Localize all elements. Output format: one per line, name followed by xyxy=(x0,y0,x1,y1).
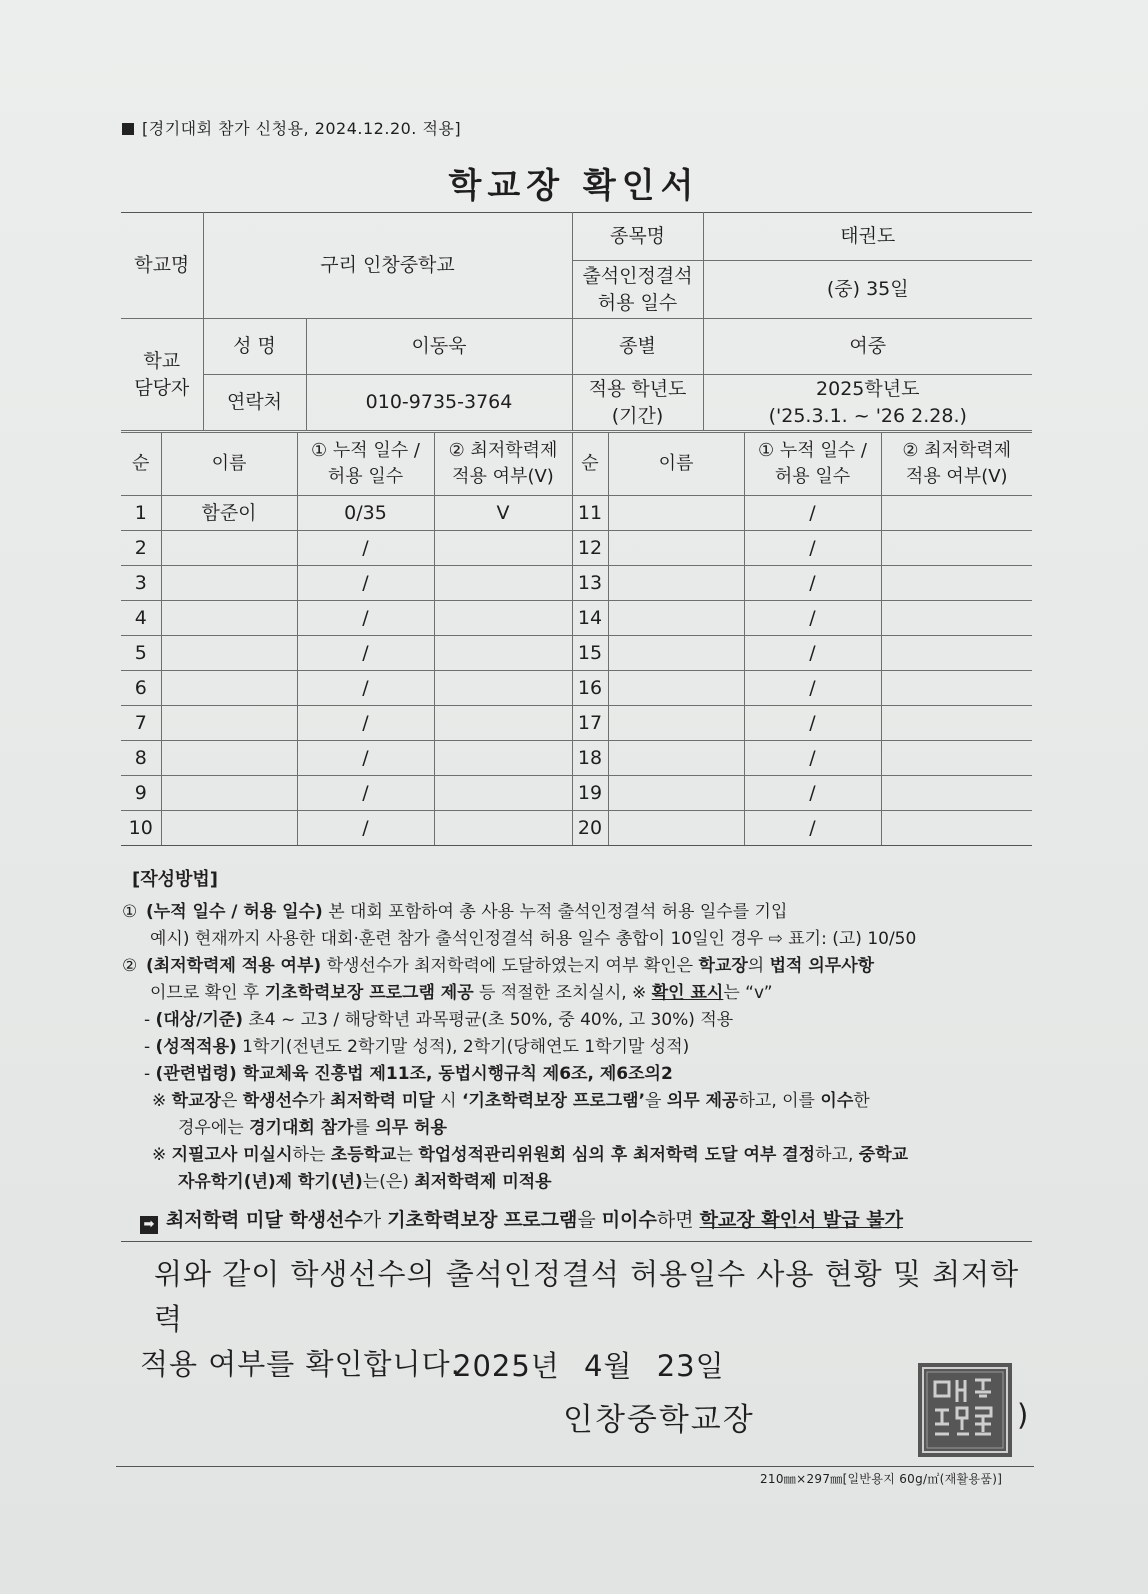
table-row xyxy=(121,776,1032,811)
note1-c: 은 xyxy=(220,1091,243,1111)
row-no: 8 xyxy=(121,741,161,776)
contact-value: 010-9735-3764 xyxy=(306,375,572,431)
absence-value: (중) 35일 xyxy=(703,261,1032,319)
row-check-right xyxy=(881,706,1032,741)
header-note-text: [경기대회 참가 신청용, 2024.12.20. 적용] xyxy=(142,119,462,138)
row-name xyxy=(161,776,297,811)
final-b: 가 xyxy=(362,1209,388,1231)
item2-bold-d: 법적 의무사항 xyxy=(769,956,875,976)
confirm-line-1: 위와 같이 학생선수의 출석인정결석 허용일수 사용 현황 및 최저학력 xyxy=(154,1257,1020,1336)
header-days-right-line2: 허용 일수 xyxy=(774,466,851,487)
row-no: 1 xyxy=(121,496,161,531)
note1-line2-c: 를 xyxy=(353,1118,376,1138)
instruction-item-2 xyxy=(122,953,1032,980)
row-days: / xyxy=(297,566,434,601)
row-name-right xyxy=(608,601,744,636)
year-value-line1: 2025학년도 xyxy=(816,377,920,400)
row-name-right xyxy=(608,671,744,706)
note1-e: 가 xyxy=(308,1091,331,1111)
note1-bold-f: 최저학력 미달 xyxy=(330,1091,435,1111)
final-d: 을 xyxy=(577,1209,602,1231)
item2-line2-c: 등 적절한 조치실시, ※ xyxy=(473,983,652,1003)
row-name-right xyxy=(608,811,744,846)
row-name xyxy=(161,636,297,671)
year-label-line2: (기간) xyxy=(611,404,664,427)
info-table xyxy=(121,212,1032,431)
footer-divider xyxy=(116,1466,1034,1467)
sub3-bold: (관련법령) 학교체육 진흥법 제11조, 동법시행규칙 제6조, 제6조의2 xyxy=(155,1064,673,1084)
row-days: / xyxy=(297,706,434,741)
row-check-right xyxy=(881,776,1032,811)
row-name-right xyxy=(608,531,744,566)
row-days: 0/35 xyxy=(297,496,434,531)
header-days-line2: 허용 일수 xyxy=(327,466,404,487)
note1-line2-a: 경우에는 xyxy=(178,1118,250,1138)
row-no-right: 15 xyxy=(572,636,608,671)
year-value xyxy=(703,375,1032,431)
note1-line2-bold-d: 의무 허용 xyxy=(375,1118,447,1138)
note1-m: 한 xyxy=(853,1091,870,1111)
header-check-right-line2: 적용 여부(V) xyxy=(905,466,1008,487)
table-row xyxy=(121,601,1032,636)
row-check xyxy=(434,776,572,811)
manager-label-line2: 담당자 xyxy=(134,376,190,399)
note1-bold-b: 학교장 xyxy=(171,1091,221,1111)
final-c: 기초학력보장 프로그램 xyxy=(387,1209,578,1231)
row-name xyxy=(161,671,297,706)
confirm-line-2: 적용 여부를 확인합니다. xyxy=(140,1347,461,1381)
divider xyxy=(121,1241,1032,1242)
table-row xyxy=(121,706,1032,741)
sub2-text: 1학기(전년도 2학기말 성적), 2학기(당해연도 1학기말 성적) xyxy=(236,1037,690,1057)
row-check xyxy=(434,601,572,636)
item2-line2-bold-d: 확인 표시 xyxy=(651,983,724,1003)
instruction-note-1 xyxy=(122,1088,1032,1115)
sport-label: 종목명 xyxy=(572,213,703,261)
header-check-right-line1: ② 최저학력제 xyxy=(902,440,1012,461)
square-bullet-icon xyxy=(122,123,134,135)
item2-line2-e: 는 “v” xyxy=(723,983,773,1003)
note1-k: 하고, 이를 xyxy=(738,1091,821,1111)
sport-value: 태권도 xyxy=(703,213,1032,261)
row-name-right xyxy=(608,776,744,811)
row-no: 3 xyxy=(121,566,161,601)
row-name xyxy=(161,531,297,566)
item2-text-a: 학생선수가 최저학력에 도달하였는지 여부 확인은 xyxy=(321,956,699,976)
name-label: 성 명 xyxy=(203,319,306,375)
year-value-line2: ('25.3.1. ~ '26 2.28.) xyxy=(768,404,967,427)
row-no-right: 14 xyxy=(572,601,608,636)
row-days-right: / xyxy=(744,636,881,671)
final-notice xyxy=(140,1205,903,1234)
row-days-right: / xyxy=(744,706,881,741)
header-check-right xyxy=(881,433,1032,496)
row-name-right xyxy=(608,741,744,776)
note2-line2-bold-a: 자유학기(년)제 학기(년) xyxy=(178,1172,363,1192)
item2-bold-b: 학교장 xyxy=(698,956,748,976)
paper-spec: 210㎜×297㎜[일반용지 60g/㎡(재활용품)] xyxy=(760,1472,1003,1486)
row-check xyxy=(434,811,572,846)
row-days-right: / xyxy=(744,776,881,811)
table-row xyxy=(121,566,1032,601)
category-value: 여중 xyxy=(703,319,1032,375)
row-days: / xyxy=(297,531,434,566)
row-no: 2 xyxy=(121,531,161,566)
instructions xyxy=(122,866,1032,1196)
row-days-right: / xyxy=(744,531,881,566)
row-no-right: 13 xyxy=(572,566,608,601)
note1-bold-d: 학생선수 xyxy=(242,1091,309,1111)
note1-g: 시 xyxy=(434,1091,462,1111)
year-label xyxy=(572,375,703,431)
note1-bold-l: 이수 xyxy=(820,1091,854,1111)
student-table xyxy=(121,432,1032,846)
header-no: 순 xyxy=(121,433,161,496)
instruction-item-1 xyxy=(122,899,1032,926)
instruction-note-2-line2 xyxy=(122,1169,1032,1196)
row-days: / xyxy=(297,601,434,636)
header-days xyxy=(297,433,434,496)
item2-bold: (최저학력제 적용 여부) xyxy=(146,956,322,976)
row-check: V xyxy=(434,496,572,531)
school-label: 학교명 xyxy=(121,213,203,319)
row-name xyxy=(161,741,297,776)
note1-bold-j: 의무 제공 xyxy=(666,1091,739,1111)
manager-label-line1: 학교 xyxy=(143,349,181,372)
header-days-right-line1: ① 누적 일수 / xyxy=(758,440,867,461)
instruction-sub-3: - (관련법령) 학교체육 진흥법 제11조, 동법시행규칙 제6조, 제6조의2 xyxy=(144,1064,673,1084)
table-row xyxy=(121,811,1032,846)
row-days: / xyxy=(297,671,434,706)
item1-bold: (누적 일수 / 허용 일수) xyxy=(146,902,323,922)
instruction-sub-1: - (대상/기준) 초4 ~ 고3 / 해당학년 과목평균(초 50%, 중 40%, 고 30%) 적용 xyxy=(144,1010,734,1030)
row-check xyxy=(434,636,572,671)
note1-i: 을 xyxy=(645,1091,667,1111)
row-days-right: / xyxy=(744,496,881,531)
row-check-right xyxy=(881,496,1032,531)
row-check-right xyxy=(881,811,1032,846)
note2-a: ※ xyxy=(152,1145,172,1165)
row-check-right xyxy=(881,601,1032,636)
item2-mark: ② xyxy=(122,956,138,976)
instructions-heading: [작성방법] xyxy=(132,869,219,890)
table-header-row xyxy=(121,433,1032,496)
instruction-note-1-line2 xyxy=(122,1115,1032,1142)
row-no-right: 11 xyxy=(572,496,608,531)
row-check xyxy=(434,741,572,776)
manager-label xyxy=(121,319,203,431)
final-f: 하면 xyxy=(656,1209,700,1231)
instruction-sub-2: - (성적적용) 1학기(전년도 2학기말 성적), 2학기(당해연도 1학기말 성적) xyxy=(144,1037,690,1057)
row-days: / xyxy=(297,741,434,776)
row-name xyxy=(161,706,297,741)
row-no: 4 xyxy=(121,601,161,636)
row-days: / xyxy=(297,636,434,671)
row-days-right: / xyxy=(744,811,881,846)
note1-a: ※ xyxy=(152,1091,172,1111)
instruction-note-2 xyxy=(122,1142,1032,1169)
note2-e: 는 xyxy=(396,1145,419,1165)
row-days-right: / xyxy=(744,566,881,601)
row-days-right: / xyxy=(744,601,881,636)
header-check-line1: ② 최저학력제 xyxy=(448,440,558,461)
final-a: 최저학력 미달 학생선수 xyxy=(166,1209,363,1231)
absence-label-line2: 허용 일수 xyxy=(597,291,678,314)
row-check-right xyxy=(881,741,1032,776)
note2-bold-h: 중학교 xyxy=(858,1145,909,1165)
row-days: / xyxy=(297,776,434,811)
table-row xyxy=(121,636,1032,671)
final-g: 학교장 확인서 발급 불가 xyxy=(699,1209,903,1231)
absence-label xyxy=(572,261,703,319)
row-no: 10 xyxy=(121,811,161,846)
row-name xyxy=(161,566,297,601)
item1-text: 본 대회 포함하여 총 사용 누적 출석인정결석 허용 일수를 기입 xyxy=(322,902,788,922)
absence-label-line1: 출석인정결석 xyxy=(582,264,693,287)
row-no: 9 xyxy=(121,776,161,811)
document-title: 학교장 확인서 xyxy=(448,166,700,206)
note2-bold-f: 학업성적관리위원회 심의 후 최저학력 도달 여부 결정 xyxy=(418,1145,816,1165)
row-check-right xyxy=(881,531,1032,566)
row-no: 7 xyxy=(121,706,161,741)
row-name xyxy=(161,811,297,846)
instruction-item-1-example: 예시) 현재까지 사용한 대회·훈련 참가 출석인정결석 허용 일수 총합이 10일인 경우 ⇨ 표기: (고) 10/50 xyxy=(150,929,917,949)
row-name-right xyxy=(608,706,744,741)
header-name: 이름 xyxy=(161,433,297,496)
note1-line2-bold-b: 경기대회 참가 xyxy=(249,1118,354,1138)
note2-g: 하고, xyxy=(815,1145,859,1165)
row-no-right: 17 xyxy=(572,706,608,741)
note2-line2-bold-c: 최저학력제 미적용 xyxy=(414,1172,552,1192)
table-row xyxy=(121,741,1032,776)
contact-label: 연락처 xyxy=(203,375,306,431)
row-days-right: / xyxy=(744,671,881,706)
row-no-right: 12 xyxy=(572,531,608,566)
row-check xyxy=(434,706,572,741)
issue-date: 2025년 4월 23일 xyxy=(453,1349,725,1383)
note1-bold-h: ‘기초학력보장 프로그램’ xyxy=(461,1091,646,1111)
school-value: 구리 인창중학교 xyxy=(203,213,572,319)
row-name-right xyxy=(608,496,744,531)
row-no-right: 20 xyxy=(572,811,608,846)
note2-c: 하는 xyxy=(292,1145,331,1165)
row-check xyxy=(434,566,572,601)
note2-line2-b: 는(은) xyxy=(362,1172,415,1192)
item2-line2-a: 이므로 확인 후 xyxy=(150,983,265,1003)
row-name-right xyxy=(608,636,744,671)
row-check xyxy=(434,531,572,566)
header-no-right: 순 xyxy=(572,433,608,496)
name-value: 이동욱 xyxy=(306,319,572,375)
row-days-right: / xyxy=(744,741,881,776)
row-check-right xyxy=(881,636,1032,671)
row-no: 6 xyxy=(121,671,161,706)
row-name: 함준이 xyxy=(161,496,297,531)
final-e: 미이수 xyxy=(601,1209,657,1231)
row-no-right: 16 xyxy=(572,671,608,706)
item1-mark: ① xyxy=(122,902,138,922)
sub1-bold: (대상/기준) xyxy=(155,1010,243,1030)
row-name xyxy=(161,601,297,636)
principal-name: 인창중학교장 xyxy=(563,1402,755,1438)
table-row xyxy=(121,496,1032,531)
note2-bold-b: 지필고사 미실시 xyxy=(171,1145,293,1165)
arrow-box-icon: ➡ xyxy=(140,1216,158,1234)
instruction-item-2-line2 xyxy=(122,980,1032,1007)
table-row xyxy=(121,531,1032,566)
row-name-right xyxy=(608,566,744,601)
header-check-line2: 적용 여부(V) xyxy=(452,466,554,487)
item2-line2-bold-b: 기초학력보장 프로그램 제공 xyxy=(264,983,474,1003)
row-days: / xyxy=(297,811,434,846)
year-label-line1: 적용 학년도 xyxy=(588,377,687,400)
header-check xyxy=(434,433,572,496)
row-check-right xyxy=(881,671,1032,706)
header-note xyxy=(122,116,461,139)
closing-paren: ) xyxy=(1017,1398,1029,1432)
header-days-line1: ① 누적 일수 / xyxy=(311,440,420,461)
item2-text-c: 의 xyxy=(747,956,770,976)
note2-bold-d: 초등학교 xyxy=(330,1145,397,1165)
sub2-bold: (성적적용) xyxy=(155,1037,237,1057)
official-seal-stamp xyxy=(917,1362,1013,1458)
row-no-right: 18 xyxy=(572,741,608,776)
header-days-right xyxy=(744,433,881,496)
row-no-right: 19 xyxy=(572,776,608,811)
row-no: 5 xyxy=(121,636,161,671)
sub1-text: 초4 ~ 고3 / 해당학년 과목평균(초 50%, 중 40%, 고 30%) 적용 xyxy=(242,1010,734,1030)
row-check-right xyxy=(881,566,1032,601)
row-check xyxy=(434,671,572,706)
category-label: 종별 xyxy=(572,319,703,375)
header-name-right: 이름 xyxy=(608,433,744,496)
table-row xyxy=(121,671,1032,706)
